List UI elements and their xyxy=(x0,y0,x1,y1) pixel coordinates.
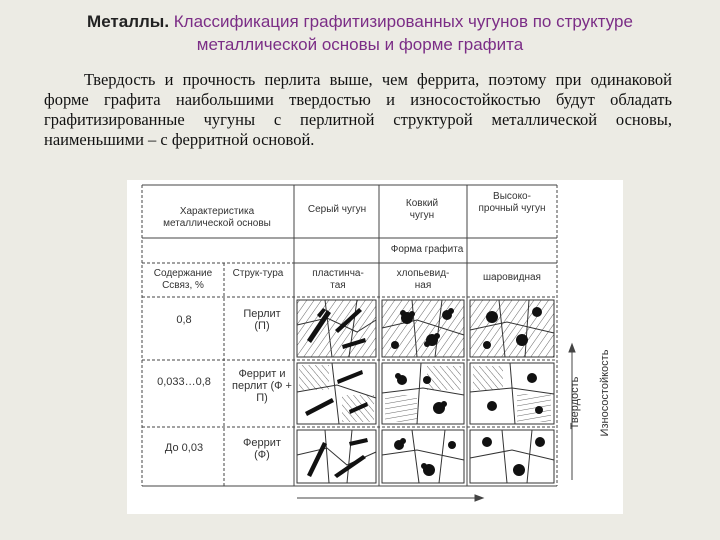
axis-hardness-label: Твердость xyxy=(569,376,581,430)
form-spherical: шаровидная xyxy=(483,272,541,283)
row-mixed-content: 0,033…0,8 xyxy=(157,376,211,388)
graphite-form-label: Форма графита xyxy=(390,244,464,255)
row-mixed-structure: Феррит и перлит (Ф + П) xyxy=(232,368,292,404)
structure-header: Струк-тура xyxy=(232,268,284,279)
header-characteristic: Характеристика металлической основы xyxy=(163,206,271,229)
table-grid xyxy=(127,180,623,514)
title-lead: Металлы. xyxy=(87,12,170,31)
classification-table-figure xyxy=(127,180,623,514)
content-header: Содержание Ссвяз, % xyxy=(153,268,213,291)
row-ferrite-structure: Феррит (Ф) xyxy=(243,437,281,461)
row-ferrite-content: До 0,03 xyxy=(164,442,204,454)
form-lamellar: пластинча-тая xyxy=(312,268,364,291)
axis-wear-label: Износостойкость xyxy=(599,349,611,437)
title-line1: Классификация графитизированных чугунов по структуре xyxy=(173,12,633,31)
slide-title xyxy=(0,10,720,56)
row-pearlite-structure: Перлит (П) xyxy=(243,308,281,332)
body-paragraph: Твердость и прочность перлита выше, чем феррита, поэтому при одинаковой форме графита наибольшими твердостью и износостойкостью будут обладать графитизированные чугуны с перлитной структурой металлической основы, наименьшими – с ферритной основой. xyxy=(44,70,672,149)
column-malleable-iron: Ковкий чугун xyxy=(405,198,439,221)
form-flaky: хлопьевид-ная xyxy=(396,268,450,291)
column-gray-iron: Серый чугун xyxy=(307,204,367,215)
title-line2: металлической основы и форме графита xyxy=(196,35,524,54)
row-pearlite-content: 0,8 xyxy=(176,314,192,326)
column-ductile-iron: Высоко-прочный чугун xyxy=(478,191,546,214)
microstructure-grid xyxy=(297,300,554,483)
